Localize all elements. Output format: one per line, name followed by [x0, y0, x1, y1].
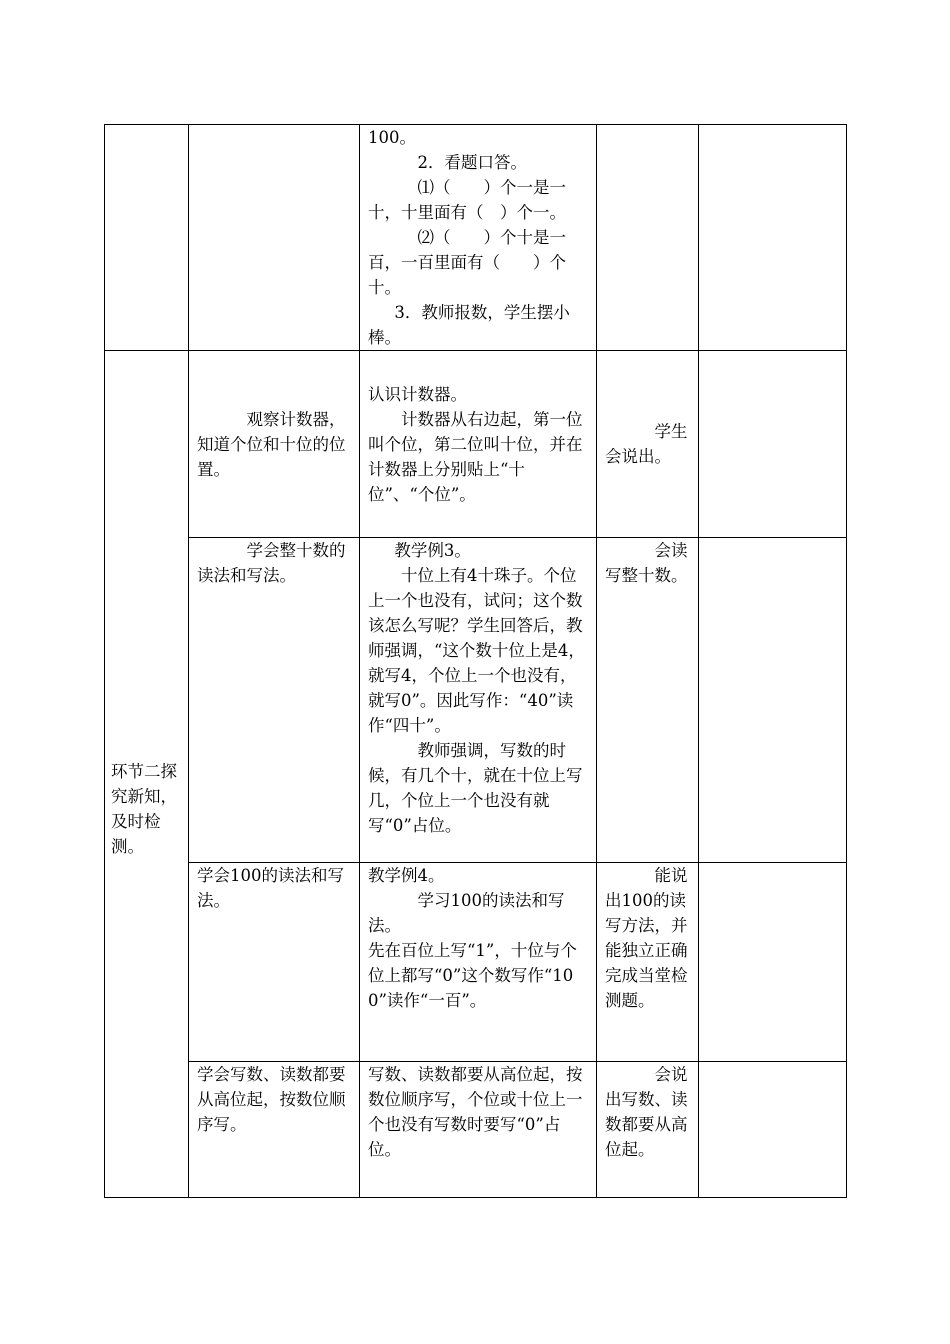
table-row [105, 125, 847, 351]
stage-cell [105, 125, 189, 351]
content-line: 学习100的读法和写法。 [368, 891, 565, 935]
outcome-cell [597, 125, 699, 351]
outcome-text: 会读写整十数。 [605, 541, 688, 585]
content-cell [360, 538, 597, 863]
outcome-cell [597, 863, 699, 1062]
content-line: 教师强调，写数的时候，有几个十，就在十位上写几，个位上一个也没有就写“0”占位。 [368, 741, 583, 835]
goal-cell [189, 1062, 360, 1198]
goal-cell [189, 125, 360, 351]
table-row [105, 1062, 847, 1198]
content-cell [360, 863, 597, 1062]
goal-text: 学会100的读法和写法。 [197, 866, 344, 910]
content-line: 教学例3。 [394, 541, 471, 560]
content-line: 写数、读数都要从高位起，按数位顺序写，个位或十位上一个也没有写数时要写“0”占位。 [368, 1065, 583, 1159]
notes-cell [699, 351, 847, 538]
outcome-text: 能说出100的读写方法，并能独立正确完成当堂检测题。 [605, 866, 688, 1010]
outcome-text: 会说出写数、读数都要从高位起。 [605, 1065, 688, 1159]
content-line: 教学例4。 [368, 866, 445, 885]
lesson-plan-table [104, 124, 847, 1198]
outcome-cell [597, 351, 699, 538]
content-line: ⑵（ ）个十是一百，一百里面有（ ）个十。 [368, 228, 566, 297]
table-row [105, 863, 847, 1062]
content-line: 3．教师报数，学生摆小棒。 [368, 303, 570, 347]
content-line: ⑴（ ）个一是一十，十里面有（ ）个一。 [368, 178, 566, 222]
content-line: 十位上有4十珠子。个位上一个也没有，试问；这个数该怎么写呢？学生回答后，教师强调，“这个数十位上是4，就写4，个位上一个也没有，就写0”。因此写作：“40”读作“四十”。 [368, 566, 585, 735]
goal-text: 学会写数、读数都要从高位起，按数位顺序写。 [197, 1065, 346, 1134]
stage-label: 环节二探究新知，及时检测。 [111, 762, 177, 856]
outcome-cell [597, 1062, 699, 1198]
goal-text: 观察计数器，知道个位和十位的位置。 [197, 409, 346, 479]
notes-cell [699, 1062, 847, 1198]
table-row [105, 351, 847, 538]
content-line: 计数器从右边起，第一位叫个位，第二位叫十位，并在计数器上分别贴上“十位”、“个位”。 [368, 409, 583, 504]
notes-cell [699, 863, 847, 1062]
content-line: 2．看题口答。 [417, 153, 527, 172]
goal-cell [189, 351, 360, 538]
content-line: 先在百位上写“1”，十位与个位上都写“0”这个数写作“100”读作“一百”。 [368, 941, 577, 1010]
content-line: 认识计数器。 [368, 384, 467, 404]
table-row [105, 538, 847, 863]
content-line: 100。 [368, 128, 416, 147]
content-cell [360, 1062, 597, 1198]
stage-cell [105, 351, 189, 1198]
content-cell [360, 351, 597, 538]
goal-cell [189, 538, 360, 863]
outcome-text: 学生会说出。 [605, 422, 688, 466]
notes-cell [699, 538, 847, 863]
content-cell [360, 125, 597, 351]
goal-text: 学会整十数的读法和写法。 [197, 541, 346, 585]
notes-cell [699, 125, 847, 351]
goal-cell [189, 863, 360, 1062]
outcome-cell [597, 538, 699, 863]
